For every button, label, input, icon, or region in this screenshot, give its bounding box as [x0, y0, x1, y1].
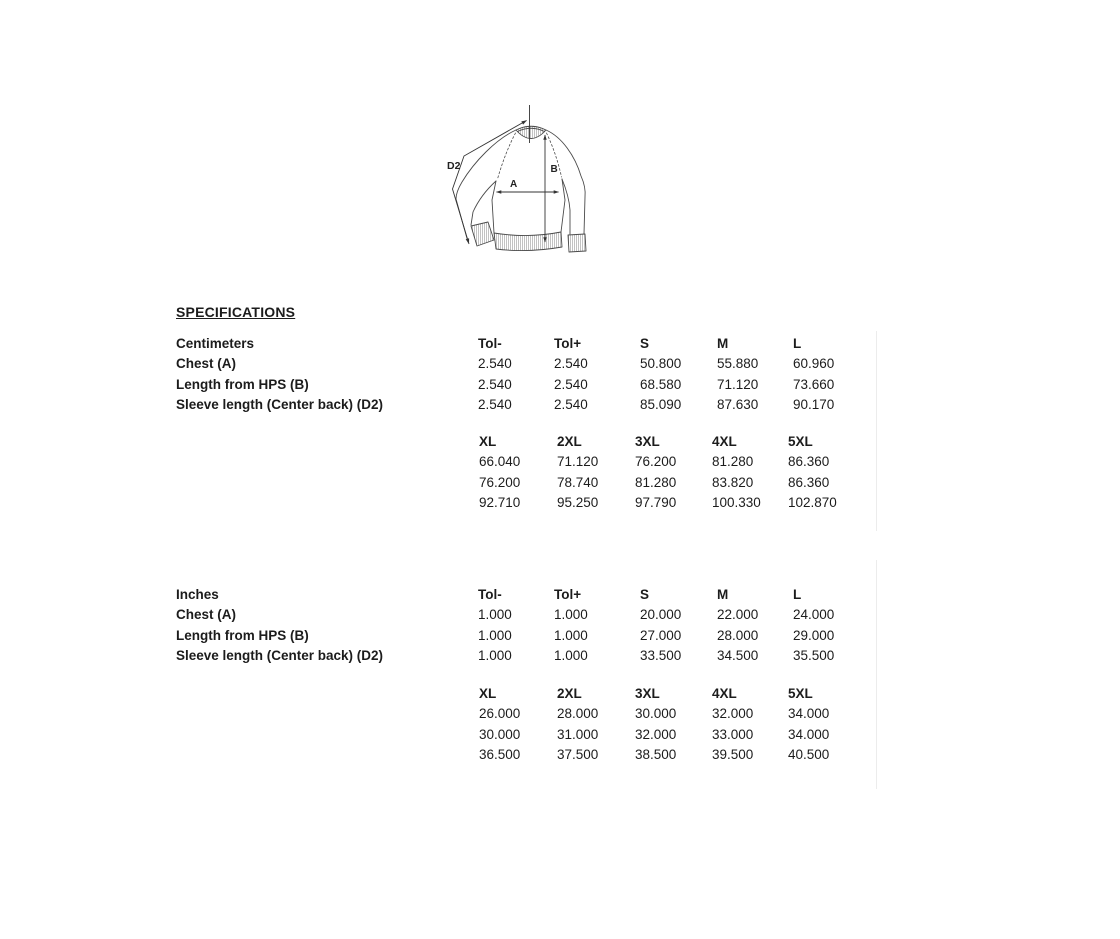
value-cell: 22.000	[717, 607, 759, 623]
value-cell: 2.540	[478, 396, 512, 412]
table-row	[479, 745, 829, 765]
value-cell: 85.090	[640, 396, 682, 412]
value-cell: 87.630	[717, 396, 759, 412]
col-header-s: S	[640, 336, 650, 351]
value-cell: 27.000	[640, 627, 682, 643]
table-row	[479, 473, 837, 493]
value-cell: 33.500	[640, 647, 682, 663]
value-cell: 2.540	[478, 376, 512, 392]
col-header-4xl: 4XL	[712, 686, 737, 701]
garment-measurement-diagram	[420, 90, 640, 270]
value-cell: 1.000	[554, 607, 588, 623]
table-row	[479, 704, 829, 724]
value-cell: 1.000	[478, 647, 512, 663]
cm-size-table	[479, 432, 837, 513]
col-header-5xl: 5XL	[788, 434, 813, 449]
col-header-3xl: 3XL	[635, 686, 660, 701]
value-cell: 71.120	[557, 454, 599, 470]
value-cell: 2.540	[554, 376, 588, 392]
value-cell: 38.500	[635, 746, 677, 762]
value-cell: 33.000	[712, 726, 754, 742]
table-row	[176, 395, 834, 415]
unit-header: Inches	[176, 587, 219, 602]
col-header-l: L	[793, 336, 802, 351]
cm-table	[176, 334, 834, 415]
col-header-l: L	[793, 587, 802, 602]
row-label: Length from HPS (B)	[176, 376, 309, 392]
table-row	[176, 375, 834, 395]
inches-size-header-row	[479, 684, 829, 704]
value-cell: 30.000	[635, 706, 677, 722]
col-header-3xl: 3XL	[635, 434, 660, 449]
value-cell: 83.820	[712, 474, 754, 490]
value-cell: 50.800	[640, 356, 682, 372]
row-label: Sleeve length (Center back) (D2)	[176, 647, 384, 663]
value-cell: 24.000	[793, 607, 835, 623]
value-cell: 28.000	[557, 706, 599, 722]
table-row	[176, 646, 834, 666]
value-cell: 102.870	[788, 494, 837, 510]
value-cell: 97.790	[635, 494, 677, 510]
value-cell: 66.040	[479, 454, 521, 470]
value-cell: 1.000	[554, 627, 588, 643]
col-header-tol-plus: Tol+	[554, 587, 582, 602]
value-cell: 34.000	[788, 706, 830, 722]
value-cell: 34.000	[788, 726, 830, 742]
col-header-4xl: 4XL	[712, 434, 737, 449]
col-header-m: M	[717, 336, 729, 351]
cm-header-row	[176, 334, 834, 354]
value-cell: 34.500	[717, 647, 759, 663]
value-cell: 95.250	[557, 494, 599, 510]
value-cell: 73.660	[793, 376, 835, 392]
value-cell: 2.540	[554, 356, 588, 372]
value-cell: 86.360	[788, 454, 830, 470]
col-header-xl: XL	[479, 434, 497, 449]
diagram-label-d2: D2	[447, 160, 461, 172]
value-cell: 35.500	[793, 647, 835, 663]
value-cell: 37.500	[557, 746, 599, 762]
table-row	[479, 493, 837, 513]
row-label: Chest (A)	[176, 356, 236, 372]
table-row	[479, 452, 837, 472]
inches-table	[176, 585, 834, 666]
value-cell: 100.330	[712, 494, 761, 510]
value-cell: 1.000	[478, 627, 512, 643]
value-cell: 76.200	[635, 454, 677, 470]
row-label: Length from HPS (B)	[176, 627, 309, 643]
value-cell: 92.710	[479, 494, 521, 510]
row-label: Chest (A)	[176, 607, 236, 623]
value-cell: 2.540	[478, 356, 512, 372]
table-border-line	[876, 331, 877, 531]
diagram-label-b: B	[550, 164, 558, 175]
value-cell: 29.000	[793, 627, 835, 643]
sweatshirt-outline	[456, 126, 586, 252]
row-label: Sleeve length (Center back) (D2)	[176, 396, 384, 412]
unit-header: Centimeters	[176, 336, 255, 351]
value-cell: 28.000	[717, 627, 759, 643]
value-cell: 71.120	[717, 376, 759, 392]
col-header-tol-minus: Tol-	[478, 336, 502, 351]
value-cell: 81.280	[712, 454, 754, 470]
measurement-lines	[453, 105, 559, 244]
value-cell: 20.000	[640, 607, 682, 623]
cm-size-header-row	[479, 432, 837, 452]
table-row	[176, 626, 834, 646]
value-cell: 76.200	[479, 474, 521, 490]
col-header-s: S	[640, 587, 650, 602]
inches-size-table	[479, 684, 829, 765]
col-header-tol-minus: Tol-	[478, 587, 502, 602]
value-cell: 40.500	[788, 746, 830, 762]
value-cell: 55.880	[717, 356, 759, 372]
value-cell: 30.000	[479, 726, 521, 742]
col-header-xl: XL	[479, 686, 497, 701]
value-cell: 32.000	[635, 726, 677, 742]
value-cell: 90.170	[793, 396, 835, 412]
value-cell: 81.280	[635, 474, 677, 490]
value-cell: 39.500	[712, 746, 754, 762]
value-cell: 31.000	[557, 726, 599, 742]
col-header-2xl: 2XL	[557, 686, 582, 701]
value-cell: 36.500	[479, 746, 521, 762]
value-cell: 32.000	[712, 706, 754, 722]
col-header-tol-plus: Tol+	[554, 336, 582, 351]
col-header-2xl: 2XL	[557, 434, 582, 449]
diagram-label-a: A	[510, 179, 518, 190]
col-header-m: M	[717, 587, 729, 602]
value-cell: 2.540	[554, 396, 588, 412]
table-border-line	[876, 560, 877, 789]
value-cell: 26.000	[479, 706, 521, 722]
value-cell: 86.360	[788, 474, 830, 490]
col-header-5xl: 5XL	[788, 686, 813, 701]
table-row	[176, 605, 834, 625]
table-row	[479, 725, 829, 745]
page-title: SPECIFICATIONS	[176, 304, 296, 320]
value-cell: 68.580	[640, 376, 682, 392]
value-cell: 1.000	[478, 607, 512, 623]
value-cell: 78.740	[557, 474, 599, 490]
table-row	[176, 354, 834, 374]
inches-header-row	[176, 585, 834, 605]
value-cell: 60.960	[793, 356, 835, 372]
value-cell: 1.000	[554, 647, 588, 663]
